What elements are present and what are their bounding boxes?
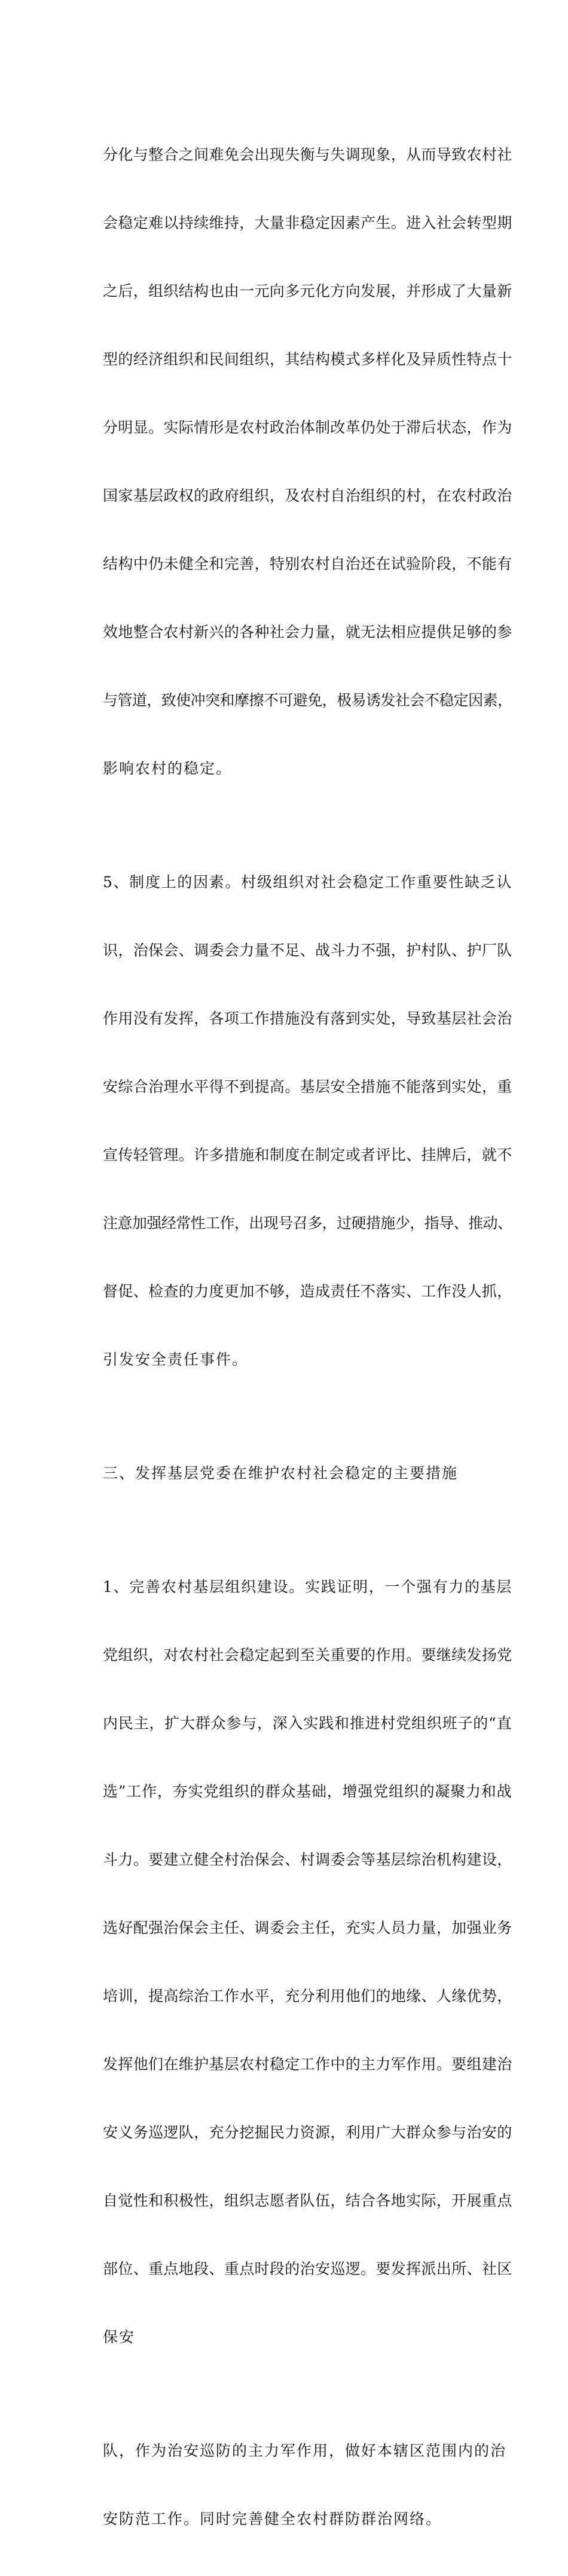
text-line: 选好配强治保会主任、调委会主任，充实人员力量，加强业务 [103, 1919, 512, 1936]
section-heading [103, 1417, 515, 1530]
text-line: 注意加强经常性工作，出现号召多，过硬措施少，指导、推动、 [103, 1214, 512, 1232]
paragraph-3 [103, 1530, 515, 2394]
text-line: 党组织，对农村社会稳定起到至关重要的作用。要继续发扬党 [103, 1646, 512, 1664]
text-line: 自觉性和积极性，组织志愿者队伍，结合各地实际，开展重点 [103, 2192, 512, 2209]
text-line: 引发安全责任事件。 [103, 1351, 249, 1368]
text-line: 结构中仍未健全和完善，特别农村自治还在试验阶段，不能有 [103, 555, 512, 573]
text-line: 宣传轻管理。许多措施和制度在制定或者评比、挂牌后，就不 [103, 1146, 512, 1164]
text-line: 1、完善农村基层组织建设。实践证明，一个强有力的基层 [103, 1578, 513, 1595]
paragraph-2 [103, 826, 515, 1417]
text-line: 队，作为治安巡防的主力军作用，做好本辖区范围内的治 [103, 2442, 507, 2459]
heading-line: 三、发挥基层党委在维护农村社会稳定的主要措施 [103, 1464, 459, 1482]
text-line: 之后，组织结构也由一元向多元化方向发展，并形成了大量新 [103, 282, 512, 300]
paragraph-1 [103, 98, 515, 826]
text-line: 保安 [103, 2328, 136, 2346]
text-line: 型的经济组织和民间组织，其结构模式多样化及异质性特点十 [103, 351, 512, 368]
text-line: 安防范工作。同时完善健全农村群防群治网络。 [103, 2510, 442, 2528]
text-line: 选”工作，夯实党组织的群众基础，增强党组织的凝聚力和战 [103, 1783, 512, 1800]
text-line: 分明显。实际情形是农村政治体制改革仍处于滞后状态，作为 [103, 419, 512, 436]
text-line: 作用没有发挥，各项工作措施没有落到实处，导致基层社会治 [103, 1010, 512, 1027]
text-line: 发挥他们在维护基层农村稳定工作中的主力军作用。要组建治 [103, 2056, 512, 2073]
text-line: 国家基层政权的政府组织，及农村自治组织的村，在农村政治 [103, 487, 512, 504]
text-line: 识，治保会、调委会力量不足、战斗力不强，护村队、护厂队 [103, 942, 512, 959]
text-line: 培训，提高综治工作水平，充分利用他们的地缘、人缘优势， [103, 1987, 512, 2005]
text-line: 部位、重点地段、重点时段的治安巡逻。要发挥派出所、社区 [103, 2260, 512, 2277]
text-line: 5、制度上的因素。村级组织对社会稳定工作重要性缺乏认 [103, 873, 513, 891]
text-line: 会稳定难以持续维持，大量非稳定因素产生。进入社会转型期 [103, 214, 512, 232]
text-line: 安综合治理水平得不到提高。基层安全措施不能落到实处，重 [103, 1078, 512, 1095]
text-line: 斗力。要建立健全村治保会、村调委会等基层综治机构建设， [103, 1851, 512, 1868]
text-line: 分化与整合之间难免会出现失衡与失调现象，从而导致农村社 [103, 146, 512, 163]
text-line: 与管道，致使冲突和摩擦不可避免，极易诱发社会不稳定因素， [103, 692, 512, 709]
text-line: 内民主，扩大群众参与，深入实践和推进村党组织班子的“直 [103, 1715, 512, 1732]
paragraph-4 [103, 2394, 515, 2576]
document-body [103, 98, 515, 2576]
text-line: 督促、检查的力度更加不够，造成责任不落实、工作没人抓， [103, 1283, 512, 1300]
text-line: 安义务巡逻队，充分挖掘民力资源，利用广大群众参与治安的 [103, 2124, 512, 2141]
text-line: 影响农村的稳定。 [103, 760, 233, 777]
text-line: 效地整合农村新兴的各种社会力量，就无法相应提供足够的参 [103, 623, 512, 641]
